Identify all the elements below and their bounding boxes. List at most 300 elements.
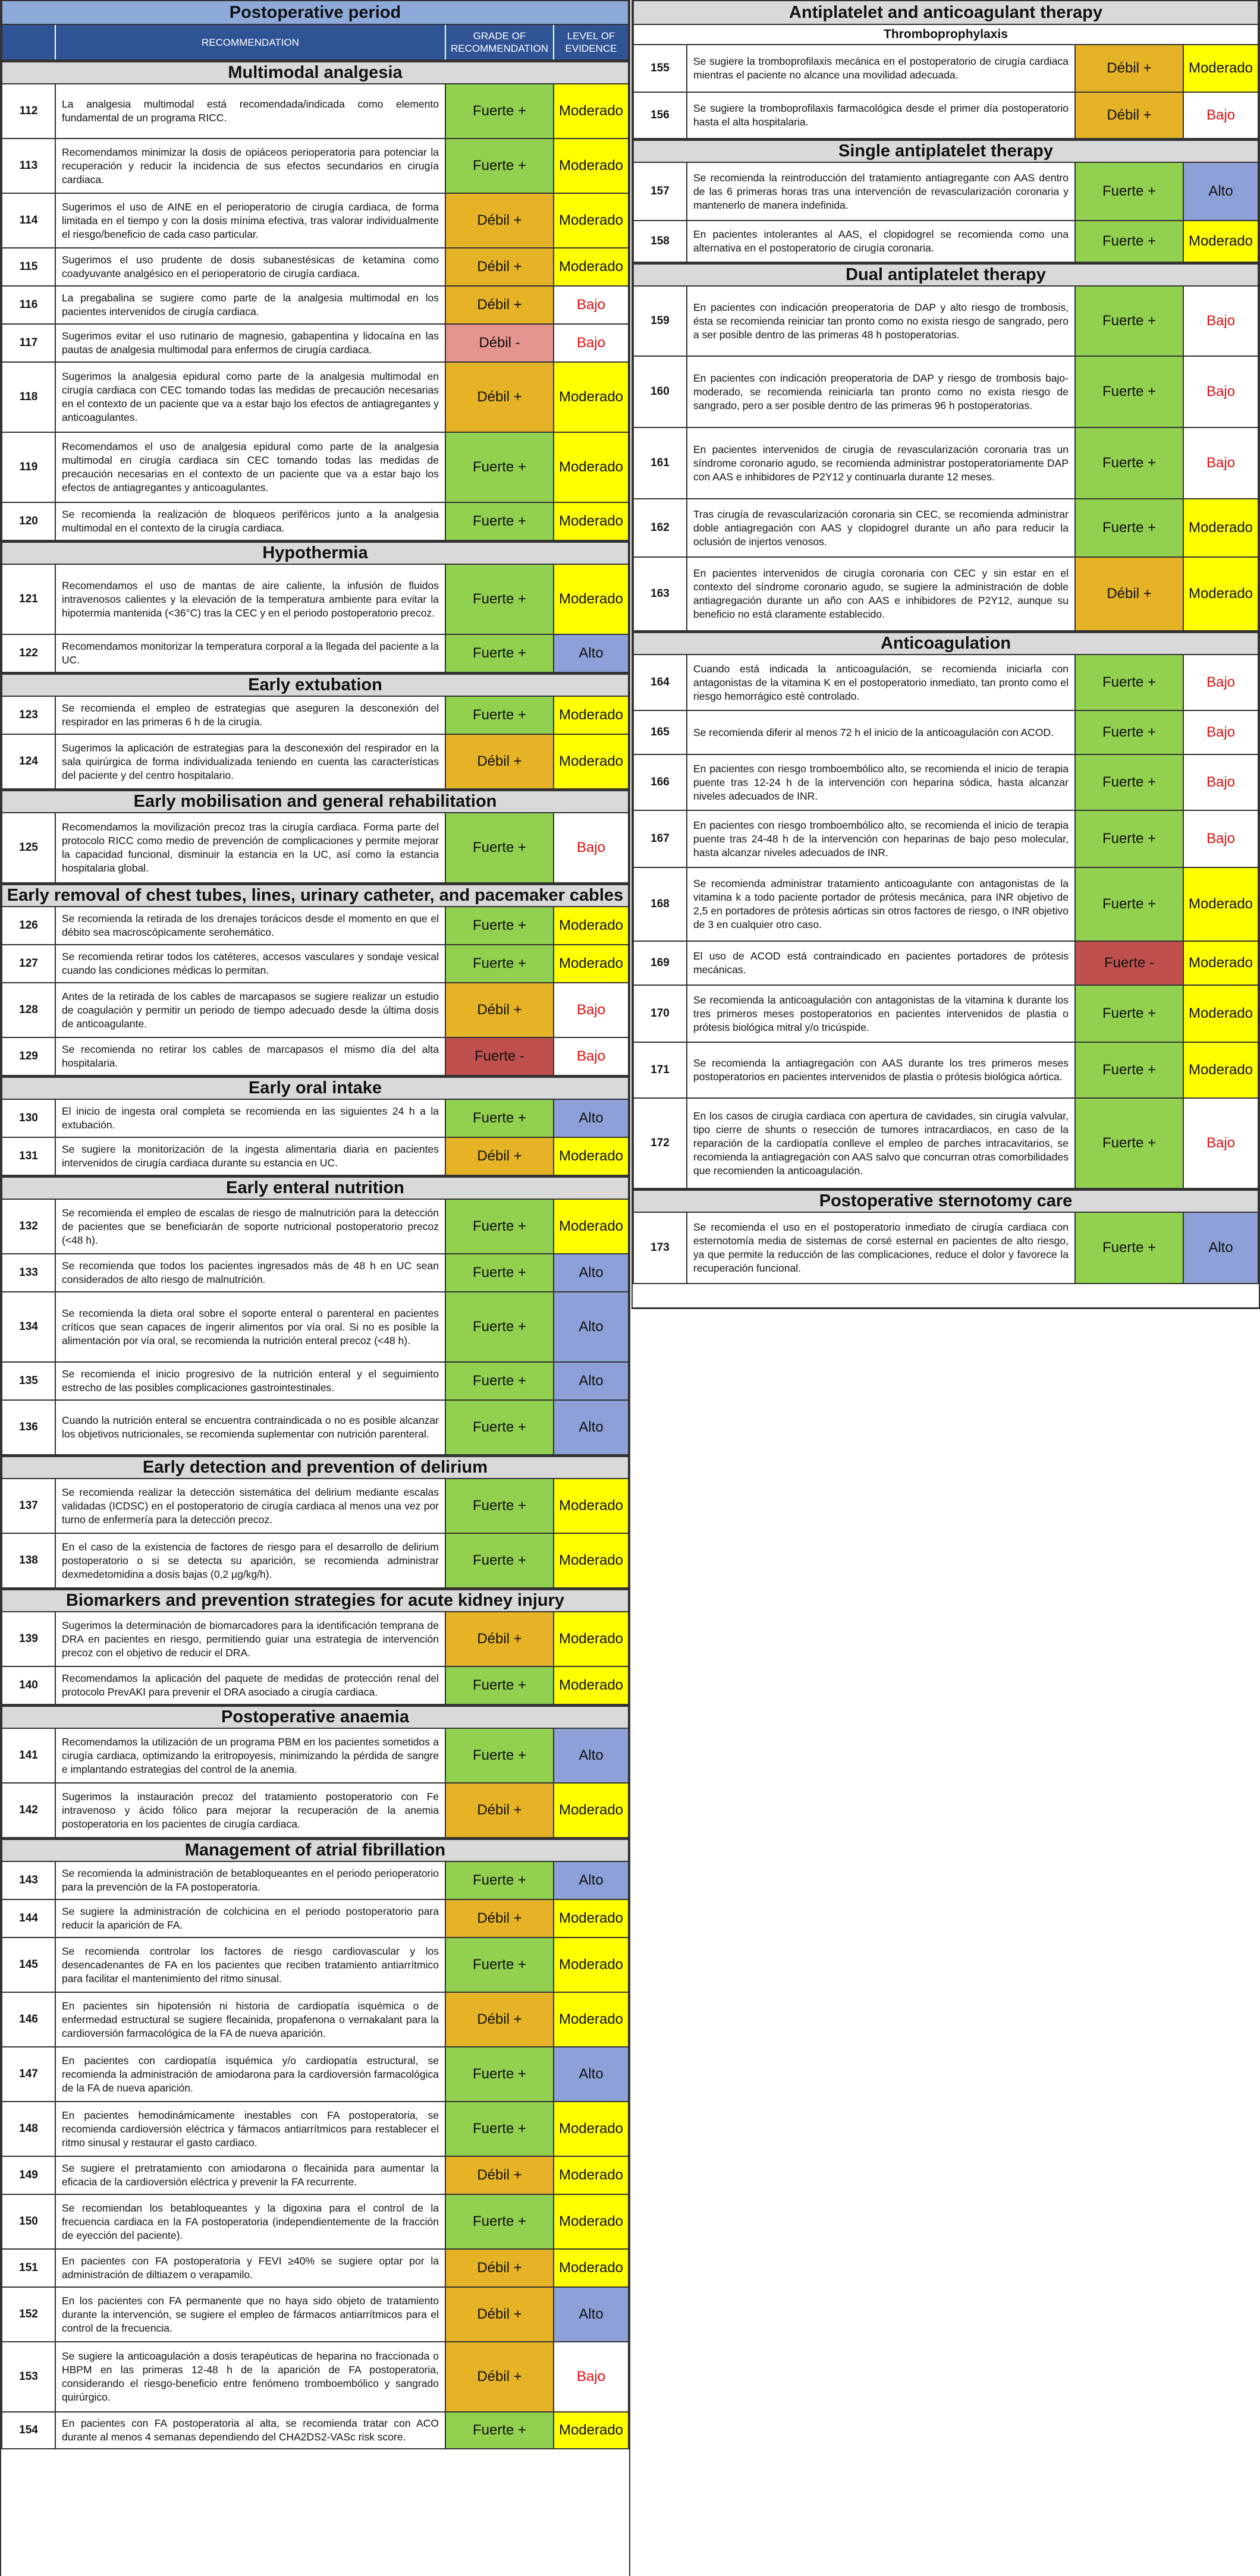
- recommendation-text-content: En pacientes con riesgo tromboembólico alto, se recomienda el inicio de terapia puente tras 12-24 h de la intervención con heparina sódica, hasta alcanzar niveles adecuados de INR.: [693, 762, 1069, 802]
- table-row: [633, 711, 1259, 755]
- table-row: [1, 503, 629, 541]
- recommendation-number: 115: [2, 249, 56, 285]
- recommendation-text-content: Se recomienda la dieta oral sobre el soporte enteral o parenteral en pacientes críticos que sean capaces de ingerir alimentos por vía oral. Si no es posible la alimentación por vía oral, se recomienda la nutrición enteral precoz (<48 h).: [62, 1307, 439, 1347]
- recommendation-text: [687, 93, 1076, 138]
- evidence-level-cell: Bajo: [1184, 357, 1258, 427]
- recommendation-text: [56, 503, 446, 540]
- grade-cell: Fuerte +: [446, 84, 554, 138]
- grade-cell: Débil +: [446, 1900, 554, 1937]
- grade-cell: Fuerte +: [446, 1401, 554, 1454]
- grade-cell: Débil +: [446, 983, 554, 1037]
- table-row: [633, 986, 1259, 1043]
- recommendation-text: [687, 163, 1076, 220]
- recommendation-text-content: Se recomienda retirar todos los catéteres, accesos vasculares y sondaje vesical cuando las condiciones médicas lo permitan.: [62, 951, 439, 976]
- grade-cell: Fuerte +: [1076, 1213, 1184, 1283]
- grade-cell: Fuerte +: [446, 1667, 554, 1704]
- evidence-level-cell: Moderado: [1184, 1043, 1258, 1097]
- recommendation-text-content: Recomendamos monitorizar la temperatura corporal a la llegada del paciente a la UC.: [62, 640, 439, 666]
- recommendation-text-content: Se recomienda no retirar los cables de marcapasos el mismo día del alta hospitalaria.: [62, 1043, 439, 1069]
- recommendation-text-content: En pacientes con indicación preoperatoria de DAP y riesgo de trombosis bajo-moderado, se recomienda reiniciarla tan pronto como no exista riesgo de sangrado, pero a ser posible dentro de las primeras 96 h postoperatorias.: [693, 372, 1069, 411]
- recommendation-number: 169: [634, 942, 687, 985]
- table-row: [1, 287, 629, 325]
- section-title: Early removal of chest tubes, lines, urinary catheter, and pacemaker cables: [1, 883, 629, 907]
- recommendation-number: 163: [634, 558, 687, 630]
- header-number: [2, 25, 56, 59]
- grade-cell: Fuerte +: [446, 1534, 554, 1587]
- table-row: [1, 983, 629, 1038]
- recommendation-text: [56, 194, 446, 247]
- recommendation-text-content: En pacientes con FA postoperatoria y FEVI ≥40% se sugiere optar por la administración de diltiazem o verapamilo.: [62, 2255, 439, 2281]
- evidence-level-cell: Moderado: [554, 1479, 628, 1533]
- recommendation-text-content: En los pacientes con FA permanente que no haya sido objeto de tratamiento durante la intervención, se sugiere el empleo de fármacos antiarrítmicos para el control de la frecuencia.: [62, 2294, 439, 2334]
- evidence-level-cell: Moderado: [1184, 868, 1258, 941]
- recommendation-text-content: En pacientes intolerantes al AAS, el clopidogrel se recomienda como una alternativa en el postoperatorio de cirugía coronaria.: [693, 228, 1069, 254]
- table-row: [1, 84, 629, 139]
- recommendation-number: 146: [2, 1993, 56, 2046]
- recommendation-text: [56, 945, 446, 982]
- recommendation-text-content: Se sugiere la monitorización de la ingesta alimentaria diaria en pacientes intervenidos de cirugía cardiaca durante su estancia en UC.: [62, 1143, 439, 1169]
- grade-cell: Fuerte +: [446, 813, 554, 882]
- table-row: [1, 1138, 629, 1176]
- recommendation-text-content: Sugerimos la determinación de biomarcadores para la identificación temprana de DRA en pacientes en riesgo, permitiendo guiar una estrategia de intervención precoz con el objetivo de reducir el DRA.: [62, 1619, 439, 1659]
- table-row: [1, 1363, 629, 1401]
- evidence-level-cell: Moderado: [554, 2195, 628, 2248]
- evidence-level-cell: Moderado: [554, 1993, 628, 2046]
- table-row: [1, 1900, 629, 1938]
- section-title: Anticoagulation: [633, 631, 1259, 655]
- table-row: [1, 1292, 629, 1363]
- recommendation-text-content: Se recomienda diferir al menos 72 h el inicio de la anticoagulación con ACOD.: [693, 726, 1054, 738]
- grade-cell: Fuerte +: [446, 2413, 554, 2448]
- evidence-level-cell: Alto: [554, 1401, 628, 1454]
- recommendation-number: 120: [2, 503, 56, 540]
- grade-cell: Débil +: [446, 735, 554, 788]
- recommendation-text: [56, 2195, 446, 2248]
- recommendation-number: 118: [2, 363, 56, 432]
- grade-cell: Fuerte +: [446, 2195, 554, 2248]
- recommendation-text: [56, 1363, 446, 1399]
- evidence-level-cell: Moderado: [554, 1900, 628, 1937]
- recommendation-text-content: Se recomienda el empleo de escalas de riesgo de malnutrición para la detección de pacientes que se beneficiarán de soporte nutricional postoperatorio precoz (<48 h).: [62, 1206, 439, 1246]
- recommendation-text-content: Sugerimos el uso prudente de dosis subanestésicas de ketamina como coadyuvante analgésico en el perioperatorio de cirugía cardiaca.: [62, 254, 439, 279]
- recommendation-text: [687, 811, 1076, 867]
- evidence-level-cell: Moderado: [554, 1612, 628, 1666]
- recommendation-text: [56, 1292, 446, 1361]
- recommendation-number: 114: [2, 194, 56, 247]
- evidence-level-cell: Moderado: [554, 194, 628, 247]
- recommendation-number: 148: [2, 2102, 56, 2156]
- section-title: Management of atrial fibrillation: [1, 1838, 629, 1862]
- section-title: Early oral intake: [1, 1076, 629, 1100]
- recommendation-text: [687, 45, 1076, 92]
- grade-cell: Fuerte +: [446, 1200, 554, 1253]
- grade-cell: Fuerte -: [446, 1038, 554, 1075]
- recommendation-number: 164: [634, 655, 687, 710]
- recommendation-number: 117: [2, 325, 56, 361]
- evidence-level-cell: Moderado: [554, 2413, 628, 2448]
- recommendation-number: 113: [2, 139, 56, 193]
- evidence-level-cell: Moderado: [554, 1534, 628, 1587]
- recommendation-text: [56, 1479, 446, 1533]
- grade-cell: Débil -: [446, 325, 554, 361]
- recommendation-text-content: Se sugiere la tromboprofilaxis mecánica en el postoperatorio de cirugía cardiaca mientras el paciente no alcance una movilidad adecuada.: [693, 55, 1069, 81]
- recommendation-number: 149: [2, 2157, 56, 2194]
- evidence-level-cell: Moderado: [554, 907, 628, 944]
- recommendation-text-content: Sugerimos el uso de AINE en el perioperatorio de cirugía cardiaca, de forma limitada en el tiempo y con la dosis mínima efectiva, tras valorar individualmente el riesgo/beneficio de cada caso particular.: [62, 200, 439, 240]
- evidence-level-cell: Alto: [554, 2047, 628, 2101]
- evidence-level-cell: Bajo: [1184, 655, 1258, 710]
- grade-cell: Fuerte +: [1076, 428, 1184, 498]
- evidence-level-cell: Bajo: [1184, 755, 1258, 810]
- table-row: [1, 2413, 629, 2449]
- table-row: [1, 1993, 629, 2047]
- evidence-level-cell: Bajo: [554, 813, 628, 882]
- section-title: Thromboprophylaxis: [633, 25, 1259, 45]
- evidence-level-cell: Moderado: [554, 503, 628, 540]
- evidence-level-cell: Moderado: [554, 2102, 628, 2156]
- evidence-level-cell: Bajo: [554, 1038, 628, 1075]
- recommendation-number: 160: [634, 357, 687, 427]
- table-row: [1, 2102, 629, 2157]
- recommendation-text: [56, 907, 446, 944]
- recommendation-text: [56, 1938, 446, 1992]
- table-row: [1, 2047, 629, 2102]
- recommendation-text-content: Recomendamos la movilización precoz tras la cirugía cardiaca. Forma parte del protocolo RICC como medio de prevención de complicaciones y permite mejorar la capacidad funcional, disminuir la estancia en la UC, así como la estancia hospitalaria global.: [62, 821, 439, 874]
- recommendation-text: [687, 357, 1076, 427]
- grade-cell: Débil +: [446, 363, 554, 432]
- recommendation-text: [687, 558, 1076, 630]
- section-title: Postoperative anaemia: [1, 1705, 629, 1729]
- recommendation-text: [56, 84, 446, 138]
- grade-cell: Fuerte +: [446, 503, 554, 540]
- recommendation-text: [56, 1254, 446, 1291]
- table-row: [1, 1254, 629, 1292]
- evidence-level-cell: Alto: [554, 1254, 628, 1291]
- evidence-level-cell: Bajo: [554, 325, 628, 361]
- recommendation-number: 136: [2, 1401, 56, 1454]
- table-row: [633, 287, 1259, 357]
- table-row: [1, 363, 629, 433]
- table-row: [1, 2157, 629, 2195]
- table-row: [1, 813, 629, 883]
- section-title: Dual antiplatelet therapy: [633, 263, 1259, 287]
- grade-cell: Débil +: [1076, 558, 1184, 630]
- recommendation-text: [56, 1401, 446, 1454]
- table-row: [1, 1938, 629, 1993]
- recommendation-text: [56, 1784, 446, 1837]
- grade-cell: Fuerte +: [446, 2102, 554, 2156]
- recommendation-text: [56, 2157, 446, 2194]
- table-row: [1, 2288, 629, 2342]
- recommendation-text-content: Sugerimos la analgesia epidural como parte de la analgesia multimodal en cirugía cardiaca con CEC tomando todas las medidas de precaución necesarias en el contexto de un paciente que va a estar bajo los efectos de antiagregantes y anticoagulantes.: [62, 370, 439, 423]
- recommendation-number: 130: [2, 1100, 56, 1137]
- evidence-level-cell: Alto: [554, 2288, 628, 2341]
- recommendation-text-content: Cuando está indicada la anticoagulación, se recomienda iniciarla con antagonistas de la vitamina K en el postoperatorio inmediato, tan pronto como el riesgo hemorrágico esté controlado.: [693, 662, 1069, 702]
- grade-cell: Fuerte +: [446, 1363, 554, 1399]
- section-title: Early mobilisation and general rehabilitation: [1, 790, 629, 813]
- recommendation-number: 125: [2, 813, 56, 882]
- recommendation-text-content: Se recomienda que todos los pacientes ingresados más de 48 h en UC sean considerados de alto riesgo de malnutrición.: [62, 1260, 439, 1285]
- evidence-level-cell: Bajo: [1184, 711, 1258, 754]
- grade-cell: Fuerte +: [1076, 711, 1184, 754]
- header-level: LEVEL OF EVIDENCE: [565, 30, 617, 54]
- grade-cell: Fuerte +: [1076, 357, 1184, 427]
- section-title: Early extubation: [1, 673, 629, 697]
- table-row: [1, 194, 629, 249]
- recommendation-text: [56, 1200, 446, 1253]
- table-row: [1, 249, 629, 287]
- recommendation-text-content: Recomendamos el uso de mantas de aire caliente, la infusión de fluidos intravenosos calientes y la elevación de la temperatura ambiente para evitar la hipotermia mantenida (<36°C) tras la CEC y en el periodo postoperatorio precoz.: [62, 579, 439, 619]
- grade-cell: Fuerte +: [1076, 163, 1184, 220]
- evidence-level-cell: Alto: [554, 1363, 628, 1399]
- recommendation-text: [687, 221, 1076, 262]
- recommendation-number: 143: [2, 1862, 56, 1899]
- recommendation-text-content: Se recomienda la retirada de los drenajes torácicos desde el momento en que el débito sea macroscópicamente serohemático.: [62, 913, 439, 938]
- recommendation-number: 154: [2, 2413, 56, 2448]
- table-row: [633, 942, 1259, 986]
- recommendation-number: 128: [2, 983, 56, 1037]
- evidence-level-cell: Moderado: [554, 84, 628, 138]
- table-row: [633, 163, 1259, 221]
- right-table: [631, 0, 1260, 1309]
- recommendation-number: 134: [2, 1292, 56, 1361]
- grade-cell: Fuerte +: [1076, 986, 1184, 1042]
- evidence-level-cell: Moderado: [554, 249, 628, 285]
- grade-cell: Débil +: [1076, 45, 1184, 92]
- grade-cell: Débil +: [446, 2157, 554, 2194]
- recommendation-text: [56, 697, 446, 734]
- table-row: [1, 1612, 629, 1667]
- recommendation-text: [56, 1900, 446, 1937]
- table-row: [1, 2250, 629, 2288]
- recommendation-text-content: Se recomienda administrar tratamiento anticoagulante con antagonistas de la vitamina k a todo paciente portador de prótesis mecánica, para INR objetivo de 2,5 en portadores de prótesis aórticas sin otros factores de riesgo, o INR objetivo de 3 en cualquier otro caso.: [693, 877, 1069, 930]
- recommendation-number: 153: [2, 2342, 56, 2411]
- recommendation-text: [56, 325, 446, 361]
- grade-cell: Fuerte +: [446, 1100, 554, 1137]
- header-grade: GRADE OF RECOMMENDATION: [446, 25, 554, 59]
- recommendation-text: [56, 433, 446, 502]
- recommendation-number: 158: [634, 221, 687, 262]
- evidence-level-cell: Moderado: [554, 363, 628, 432]
- evidence-level-cell: Bajo: [1184, 428, 1258, 498]
- recommendation-text-content: Se recomienda la anticoagulación con antagonistas de la vitamina k durante los tres primeros meses postoperatorios en pacientes intervenidos de plastia o prótesis biológica mitral y/o tricúspide.: [693, 993, 1069, 1033]
- recommendation-text: [687, 655, 1076, 710]
- grade-cell: Fuerte +: [446, 1292, 554, 1361]
- grade-cell: Fuerte +: [1076, 499, 1184, 556]
- recommendation-text-content: Se recomienda la administración de betabloqueantes en el periodo perioperatorio para la prevención de la FA postoperatoria.: [62, 1867, 439, 1893]
- evidence-level-cell: Moderado: [1184, 221, 1258, 262]
- recommendation-number: 155: [634, 45, 687, 92]
- recommendation-text: [56, 2250, 446, 2286]
- recommendation-text: [687, 868, 1076, 941]
- recommendation-text: [56, 1993, 446, 2046]
- recommendation-text-content: En pacientes hemodinámicamente inestables con FA postoperatoria, se recomienda cardioversión eléctrica y fármacos antiarrítmicos para restablecer el ritmo sinusal y restaurar el gasto cardiaco.: [62, 2109, 439, 2149]
- recommendation-text: [56, 1138, 446, 1175]
- grade-cell: Fuerte +: [1076, 755, 1184, 810]
- section-title: Single antiplatelet therapy: [633, 139, 1259, 163]
- left-table-body: [1, 61, 629, 2449]
- recommendation-number: 144: [2, 1900, 56, 1937]
- grade-cell: Fuerte +: [446, 1862, 554, 1899]
- recommendation-text-content: El uso de ACOD está contraindicado en pacientes portadores de prótesis mecánicas.: [693, 950, 1069, 976]
- grade-cell: Débil +: [446, 2342, 554, 2411]
- table-row: [633, 655, 1259, 711]
- table-row: [1, 735, 629, 790]
- evidence-level-cell: Moderado: [554, 945, 628, 982]
- evidence-level-cell: Moderado: [1184, 45, 1258, 92]
- evidence-level-cell: Moderado: [554, 1667, 628, 1704]
- recommendation-number: 161: [634, 428, 687, 498]
- recommendation-number: 127: [2, 945, 56, 982]
- table-row: [1, 635, 629, 673]
- recommendation-text: [687, 499, 1076, 556]
- recommendation-number: 172: [634, 1099, 687, 1188]
- recommendation-text-content: Recomendamos la aplicación del paquete de medidas de protección renal del protocolo PrevAKI para prevenir el DRA asociado a cirugía cardiaca.: [62, 1672, 439, 1698]
- recommendation-text: [56, 287, 446, 323]
- table-row: [1, 565, 629, 635]
- recommendation-number: 173: [634, 1213, 687, 1283]
- evidence-level-cell: Moderado: [554, 433, 628, 502]
- recommendation-text: [56, 2342, 446, 2411]
- recommendation-text: [56, 1534, 446, 1587]
- recommendation-number: 145: [2, 1938, 56, 1992]
- table-row: [1, 1862, 629, 1900]
- table-row: [633, 428, 1259, 499]
- table-row: [1, 1100, 629, 1138]
- grade-cell: Fuerte +: [446, 945, 554, 982]
- table-row: [633, 1213, 1259, 1284]
- grade-cell: Fuerte +: [1076, 221, 1184, 262]
- recommendation-text-content: Sugerimos la aplicación de estrategias para la desconexión del respirador en la sala quirúrgica de forma individualizada teniendo en cuenta las características del paciente y del centro hospitalario.: [62, 741, 439, 781]
- recommendation-text: [56, 139, 446, 193]
- grade-cell: Fuerte +: [446, 1729, 554, 1782]
- recommendation-text-content: En pacientes intervenidos de cirugía de revascularización coronaria tras un síndrome coronario agudo, se recomienda administrar postoperatoriamente DAP con AAS e inhibidores de P2Y12 y continuarla durante 12 meses.: [693, 443, 1069, 483]
- recommendation-text: [56, 2288, 446, 2341]
- recommendation-number: 131: [2, 1138, 56, 1175]
- table-row: [1, 1667, 629, 1705]
- recommendation-text: [56, 983, 446, 1037]
- recommendation-number: 126: [2, 907, 56, 944]
- evidence-level-cell: Moderado: [554, 735, 628, 788]
- recommendation-text: [56, 249, 446, 285]
- evidence-level-cell: Alto: [554, 1292, 628, 1361]
- grade-cell: Fuerte +: [446, 635, 554, 672]
- recommendation-text-content: Recomendamos la utilización de un programa PBM en los pacientes sometidos a cirugía cardiaca, optimizando la eritropoyesis, minimizando la pérdida de sangre e implantando estrategias del control de la anemia.: [62, 1735, 439, 1775]
- recommendation-text: [56, 813, 446, 882]
- section-title: Early enteral nutrition: [1, 1176, 629, 1200]
- recommendation-text-content: El inicio de ingesta oral completa se recomienda en las siguientes 24 h a la extubación.: [62, 1105, 439, 1131]
- recommendation-number: 132: [2, 1200, 56, 1253]
- table-row: [1, 325, 629, 363]
- evidence-level-cell: Moderado: [554, 697, 628, 734]
- section-title: Postoperative sternotomy care: [633, 1189, 1259, 1213]
- evidence-level-cell: Bajo: [1184, 287, 1258, 356]
- recommendation-number: 124: [2, 735, 56, 788]
- header-recommendation: RECOMMENDATION: [56, 25, 446, 59]
- evidence-level-cell: Moderado: [554, 2157, 628, 2194]
- recommendation-text: [687, 1043, 1076, 1097]
- grade-cell: Débil +: [446, 1612, 554, 1666]
- grade-cell: Fuerte +: [1076, 1099, 1184, 1188]
- grade-cell: Débil +: [1076, 93, 1184, 138]
- recommendation-text-content: Se recomienda controlar los factores de riesgo cardiovascular y los desencadenantes de FA en los pacientes que reciben tratamiento antiarrítmico para facilitar el mantenimiento del ritmo sinusal.: [62, 1945, 439, 1984]
- recommendation-text-content: Se sugiere el pretratamiento con amiodarona o flecainida para aumentar la eficacia de la cardioversión eléctrica y prevenir la FA recurrente.: [62, 2162, 439, 2188]
- recommendation-text: [56, 735, 446, 788]
- recommendation-number: 116: [2, 287, 56, 323]
- recommendation-number: 141: [2, 1729, 56, 1782]
- table-row: [633, 811, 1259, 868]
- recommendation-number: 151: [2, 2250, 56, 2286]
- recommendation-number: 150: [2, 2195, 56, 2248]
- table-header: [1, 25, 629, 61]
- recommendation-text: [56, 565, 446, 634]
- recommendation-text: [56, 1667, 446, 1704]
- grade-cell: Fuerte +: [446, 1254, 554, 1291]
- recommendation-text: [687, 755, 1076, 810]
- right-table-body: [633, 25, 1259, 1284]
- table-row: [1, 2195, 629, 2250]
- recommendation-text-content: En pacientes con indicación preoperatoria de DAP y alto riesgo de trombosis, ésta se recomienda reiniciar tan pronto como no exista riesgo de sangrado, pero a ser posible dentro de las primeras 48 h postoperatorias.: [693, 301, 1069, 341]
- recommendation-text: [56, 2413, 446, 2448]
- recommendation-text-content: Se recomienda realizar la detección sistemática del delirium mediante escalas validadas (ICDSC) en el postoperatorio de cirugía cardiaca al menos una vez por turno de enfermería para la detección precoz.: [62, 1486, 439, 1526]
- recommendation-number: 112: [2, 84, 56, 138]
- recommendation-text-content: Se recomienda el empleo de estrategias que aseguren la desconexión del respirador en las primeras 6 h de la cirugía.: [62, 702, 439, 728]
- evidence-level-cell: Moderado: [554, 1200, 628, 1253]
- grade-cell: Fuerte +: [1076, 868, 1184, 941]
- recommendation-text-content: Antes de la retirada de los cables de marcapasos se sugiere realizar un estudio de coagulación y permitir un periodo de tiempo adecuado desde la última dosis de anticoagulante.: [62, 990, 439, 1030]
- grade-cell: Fuerte -: [1076, 942, 1184, 985]
- table-row: [633, 868, 1259, 942]
- recommendation-text: [687, 1099, 1076, 1188]
- evidence-level-cell: Bajo: [554, 287, 628, 323]
- recommendation-text-content: Se sugiere la administración de colchicina en el periodo postoperatorio para reducir la aparición de FA.: [62, 1905, 439, 1931]
- recommendation-text-content: En pacientes sin hipotensión ni historia de cardiopatía isquémica o de enfermedad estructural se sugiere flecainida, propafenona o vernakalant para la cardioversión farmacológica de la FA de nueva aparición.: [62, 1999, 439, 2039]
- recommendation-number: 159: [634, 287, 687, 356]
- table-row: [633, 1099, 1259, 1189]
- table-row: [1, 1200, 629, 1254]
- evidence-level-cell: Moderado: [554, 1938, 628, 1992]
- evidence-level-cell: Moderado: [554, 139, 628, 193]
- recommendation-text: [687, 986, 1076, 1042]
- recommendation-number: 123: [2, 697, 56, 734]
- grade-cell: Fuerte +: [446, 1479, 554, 1533]
- recommendation-text-content: En pacientes con riesgo tromboembólico alto, se recomienda el inicio de terapia puente tras 24-48 h de la intervención con heparinas de bajo peso molecular, hasta alcanzar niveles adecuados de INR.: [693, 819, 1069, 858]
- recommendation-text: [56, 2102, 446, 2156]
- grade-cell: Débil +: [446, 249, 554, 285]
- grade-cell: Fuerte +: [446, 907, 554, 944]
- recommendation-text: [56, 1862, 446, 1899]
- recommendation-text-content: Se sugiere la anticoagulación a dosis terapéuticas de heparina no fraccionada o HBPM en las primeras 12-48 h de la aparición de FA postoperatoria, considerando el riesgo-beneficio entre fenómeno tromboembólico y sangrado quirúrgico.: [62, 2350, 439, 2403]
- recommendation-text: [56, 363, 446, 432]
- evidence-level-cell: Bajo: [554, 2342, 628, 2411]
- recommendation-text-content: La pregabalina se sugiere como parte de la analgesia multimodal en los pacientes intervenidos de cirugía cardiaca.: [62, 292, 439, 317]
- recommendation-number: 170: [634, 986, 687, 1042]
- evidence-level-cell: Alto: [554, 1862, 628, 1899]
- recommendation-text-content: En pacientes con FA postoperatoria al alta, se recomienda tratar con ACO durante al menos 4 semanas dependiendo del CHA2DS2-VASc risk score.: [62, 2417, 439, 2443]
- table-row: [1, 907, 629, 945]
- recommendation-text-content: Cuando la nutrición enteral se encuentra contraindicada o no es posible alcanzar los objetivos nutricionales, se recomienda suplementar con nutrición parenteral.: [62, 1414, 439, 1440]
- table-row: [633, 45, 1259, 93]
- grade-cell: Débil +: [446, 2250, 554, 2286]
- grade-cell: Fuerte +: [446, 565, 554, 634]
- recommendation-number: 142: [2, 1784, 56, 1837]
- period-title: Postoperative period: [1, 0, 629, 25]
- grade-cell: Débil +: [446, 1138, 554, 1175]
- recommendation-text-content: Se recomienda la reintroducción del tratamiento antiagregante con AAS dentro de las 6 primeras horas tras una intervención de revascularización coronaria y mantenerlo de manera indefinida.: [693, 171, 1069, 211]
- grade-cell: Fuerte +: [1076, 287, 1184, 356]
- therapy-title: Antiplatelet and anticoagulant therapy: [633, 0, 1259, 25]
- table-row: [633, 558, 1259, 631]
